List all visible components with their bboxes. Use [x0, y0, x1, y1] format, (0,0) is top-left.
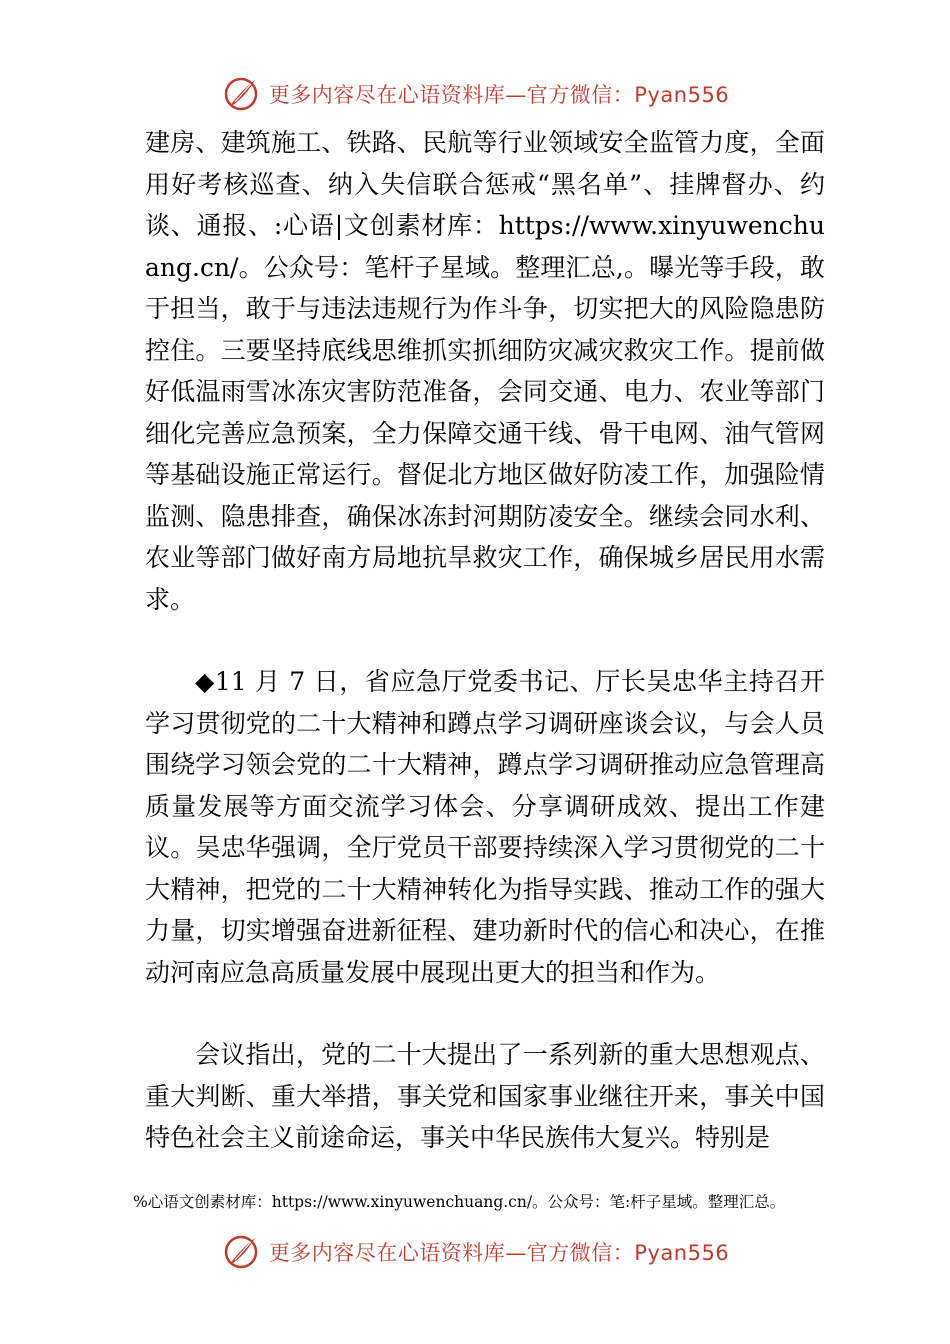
footer-banner-text: 更多内容尽在心语资料库—官方微信：Pyan556: [268, 1241, 730, 1265]
paragraph-3: 会议指出，党的二十大提出了一系列新的重大思想观点、重大判断、重大举措，事关党和国家事业继往开来，事关中国特色社会主义前途命运，事关中华民族伟大复兴。特别是: [145, 1040, 825, 1152]
paragraph-2: ◆11 月 7 日，省应急厅党委书记、厅长吴忠华主持召开学习贯彻党的二十大精神和蹲点学习调研座谈会议，与会人员围绕学习领会党的二十大精神，蹲点学习调研推动应急管理高质量发展等方面交流学习体会、分享调研成效、提出工作建议。吴忠华强调，全厅党员干部要持续深入学习贯彻党的二十大精神，把党的二十大精神转化为指导实践、推动工作的强大力量，切实增强奋进新征程、建功新时代的信心和决心，在推动河南应急高质量发展中展现出更大的担当和作为。: [145, 667, 825, 987]
header-banner: [0, 70, 950, 118]
feather-circle-logo-icon: [221, 1232, 261, 1272]
feather-circle-logo-icon: [221, 74, 261, 114]
header-banner-text: 更多内容尽在心语资料库—官方微信：Pyan556: [268, 83, 730, 107]
document-body: [145, 122, 825, 1159]
footer-note: %心语文创素材库：https://www.xinyuwenchuang.cn/。公众号：笔:杆子星域。整理汇总。: [133, 1193, 786, 1211]
paragraph-1: 建房、建筑施工、铁路、民航等行业领域安全监管力度，全面用好考核巡查、纳入失信联合惩戒“黑名单”、挂牌督办、约谈、通报、:心语|文创素材库：https://www.xinyuwenchuang.cn/。公众号：笔杆子星域。整理汇总,。曝光等手段，敢于担当，敢于与违法违规行为作斗争，切实把大的风险隐患防控住。三要坚持底线思维抓实抓细防灾减灾救灾工作。提前做好低温雨雪冰冻灾害防范准备，会同交通、电力、农业等部门细化完善应急预案，全力保障交通干线、骨干电网、油气管网等基础设施正常运行。督促北方地区做好防凌工作，加强险情监测、隐患排查，确保冰冻封河期防凌安全。继续会同水利、农业等部门做好南方局地抗旱救灾工作，确保城乡居民用水需求。: [145, 128, 825, 614]
footer-banner: [0, 1228, 950, 1276]
